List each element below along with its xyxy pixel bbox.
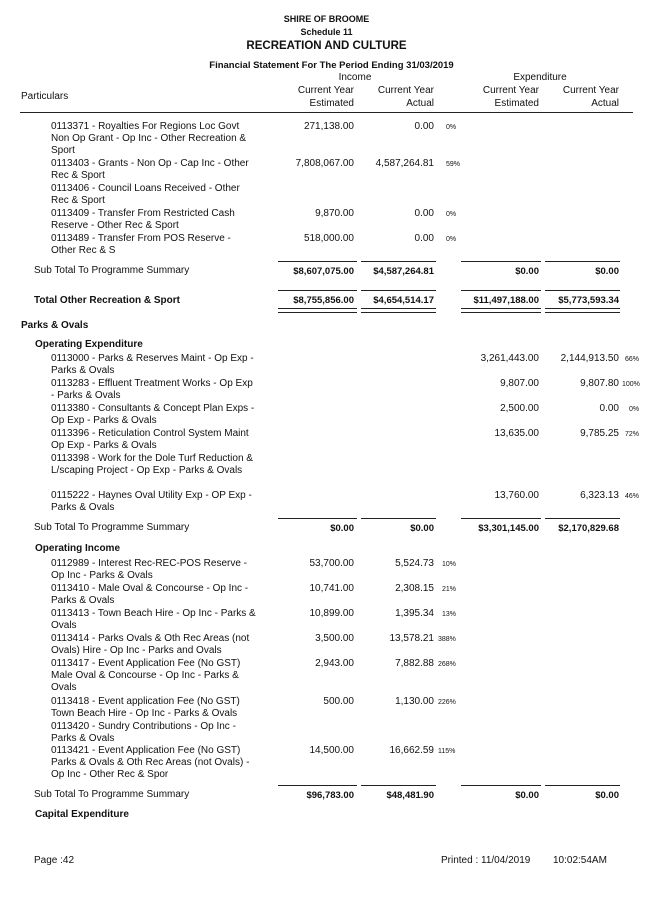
expenditure-estimated: 9,807.00	[500, 378, 539, 389]
total-double-rule	[545, 308, 620, 313]
subtotal-income-actual: $48,481.90	[386, 790, 434, 801]
income-estimated: 14,500.00	[309, 745, 354, 756]
subtotal-rule	[461, 785, 541, 786]
income-estimated: 10,741.00	[309, 583, 354, 594]
subtotal-rule	[278, 785, 357, 786]
income-actual: 1,395.34	[395, 608, 434, 619]
row-particular: 0113398 - Work for the Dole Turf Reduction & L/scaping Project - Op Exp - Parks & Ovals	[51, 453, 253, 476]
row-particular: 0113283 - Effluent Treatment Works - Op Exp - Parks & Ovals	[51, 378, 253, 401]
income-percent: 10%	[442, 561, 457, 568]
expenditure-actual: 2,144,913.50	[560, 353, 619, 364]
expenditure-estimated: 13,760.00	[494, 490, 539, 501]
header-divider	[20, 112, 633, 113]
total-expenditure-estimated: $11,497,188.00	[473, 295, 539, 306]
subtotal-expenditure-actual: $0.00	[595, 790, 619, 801]
subsection-operating-expenditure: Operating Expenditure	[35, 339, 143, 350]
expenditure-actual-header: Current Year Actual	[562, 85, 619, 109]
income-actual: 0.00	[414, 208, 434, 219]
total-income-estimated: $8,755,856.00	[293, 295, 354, 306]
income-percent: 21%	[442, 586, 457, 593]
total-expenditure-actual: $5,773,593.34	[558, 295, 619, 306]
row-particular: 0113421 - Event Application Fee (No GST) Parks & Ovals & Oth Rec Areas (not Ovals) - Op Inc - Other Rec & Spor	[51, 745, 250, 780]
row-particular: 0113403 - Grants - Non Op - Cap Inc - Other Rec & Sport	[51, 158, 249, 181]
total-rule	[545, 290, 620, 291]
row-particular: 0113420 - Sundry Contributions - Op Inc - Parks & Ovals	[51, 721, 236, 744]
income-estimated: 518,000.00	[303, 233, 354, 244]
income-actual: 7,882.88	[395, 658, 434, 669]
subtotal-rule	[361, 261, 436, 262]
row-particular: 0112989 - Interest Rec-REC-POS Reserve - Op Inc - Parks & Ovals	[51, 558, 248, 581]
subtotal-rule	[545, 785, 620, 786]
income-percent: 115%	[438, 748, 456, 755]
row-particular: 0113417 - Event Application Fee (No GST) Male Oval & Concourse - Op Inc - Parks & Ovals	[51, 658, 241, 693]
subtotal-income-estimated: $96,783.00	[306, 790, 354, 801]
subtotal-rule	[461, 261, 541, 262]
row-particular: 0113414 - Parks Ovals & Oth Rec Areas (not Ovals) Hire - Op Inc - Parks and Ovals	[51, 633, 250, 656]
statement-period: Financial Statement For The Period Ending 31/03/2019	[209, 60, 454, 71]
income-percent: 388%	[438, 636, 456, 643]
total-rule	[461, 290, 541, 291]
subsection-capital-expenditure: Capital Expenditure	[35, 809, 129, 820]
subtotal-label: Sub Total To Programme Summary	[34, 265, 190, 276]
subtotal-expenditure-actual: $0.00	[595, 266, 619, 277]
total-rule	[278, 290, 357, 291]
subtotal-expenditure-estimated: $0.00	[515, 266, 539, 277]
income-estimated: 271,138.00	[303, 121, 354, 132]
subtotal-rule	[545, 261, 620, 262]
total-double-rule	[461, 308, 541, 313]
income-estimated: 53,700.00	[309, 558, 354, 569]
expenditure-actual: 6,323.13	[580, 490, 619, 501]
expenditure-percent: 66%	[625, 356, 640, 363]
income-percent: 226%	[438, 699, 456, 706]
income-group-header: Income	[338, 72, 372, 83]
expenditure-percent: 0%	[629, 406, 640, 413]
row-particular: 0113396 - Reticulation Control System Maint Op Exp - Parks & Ovals	[51, 428, 249, 451]
income-estimated: 3,500.00	[315, 633, 354, 644]
subtotal-rule	[278, 518, 357, 519]
income-actual: 2,308.15	[395, 583, 434, 594]
expenditure-estimated: 2,500.00	[500, 403, 539, 414]
printed-time: 10:02:54AM	[553, 855, 607, 866]
income-percent: 59%	[446, 161, 461, 168]
income-estimated: 500.00	[323, 696, 354, 707]
income-percent: 0%	[446, 211, 457, 218]
row-particular: 0113413 - Town Beach Hire - Op Inc - Parks & Ovals	[51, 608, 256, 631]
shire-name: SHIRE OF BROOME	[283, 14, 370, 24]
subtotal-rule	[361, 785, 436, 786]
income-estimated-header: Current Year Estimated	[297, 85, 354, 109]
row-particular: 0113371 - Royalties For Regions Loc Govt Non Op Grant - Op Inc - Other Recreation & Sport	[51, 121, 247, 156]
income-actual: 1,130.00	[395, 696, 434, 707]
income-estimated: 7,808,067.00	[295, 158, 354, 169]
subtotal-rule	[278, 261, 357, 262]
income-actual-header: Current Year Actual	[377, 85, 434, 109]
expenditure-group-header: Expenditure	[513, 72, 567, 83]
row-particular: 0113409 - Transfer From Restricted Cash Reserve - Other Rec & Sport	[51, 208, 235, 231]
particulars-header: Particulars	[21, 91, 69, 102]
income-percent: 268%	[438, 661, 456, 668]
income-actual: 4,587,264.81	[375, 158, 434, 169]
subtotal-rule	[461, 518, 541, 519]
expenditure-actual: 9,807.80	[580, 378, 619, 389]
income-actual: 0.00	[414, 121, 434, 132]
subtotal-expenditure-actual: $2,170,829.68	[558, 523, 619, 534]
income-percent: 0%	[446, 236, 457, 243]
subtotal-income-estimated: $0.00	[330, 523, 354, 534]
subtotal-expenditure-estimated: $0.00	[515, 790, 539, 801]
subtotal-rule	[545, 518, 620, 519]
expenditure-estimated: 3,261,443.00	[480, 353, 539, 364]
subtotal-income-actual: $4,587,264.81	[373, 266, 434, 277]
subtotal-income-estimated: $8,607,075.00	[293, 266, 354, 277]
income-estimated: 2,943.00	[315, 658, 354, 669]
total-label: Total Other Recreation & Sport	[34, 295, 180, 306]
expenditure-percent: 72%	[625, 431, 640, 438]
subtotal-expenditure-estimated: $3,301,145.00	[478, 523, 539, 534]
row-particular: 0113410 - Male Oval & Concourse - Op Inc - Parks & Ovals	[51, 583, 249, 606]
total-income-actual: $4,654,514.17	[373, 295, 434, 306]
income-estimated: 10,899.00	[309, 608, 354, 619]
total-rule	[361, 290, 436, 291]
printed-date: Printed : 11/04/2019	[441, 855, 531, 866]
income-actual: 0.00	[414, 233, 434, 244]
expenditure-percent: 46%	[625, 493, 640, 500]
income-actual: 13,578.21	[389, 633, 434, 644]
row-particular: 0113000 - Parks & Reserves Maint - Op Exp - Parks & Ovals	[51, 353, 254, 376]
expenditure-estimated-header: Current Year Estimated	[482, 85, 539, 109]
income-percent: 0%	[446, 124, 457, 131]
subtotal-label: Sub Total To Programme Summary	[34, 522, 190, 533]
subtotal-label: Sub Total To Programme Summary	[34, 789, 190, 800]
income-estimated: 9,870.00	[315, 208, 354, 219]
expenditure-actual: 9,785.25	[580, 428, 619, 439]
row-particular: 0113418 - Event application Fee (No GST) Town Beach Hire - Op Inc - Parks & Ovals	[51, 696, 240, 719]
expenditure-estimated: 13,635.00	[494, 428, 539, 439]
income-percent: 13%	[442, 611, 457, 618]
row-particular: 0115222 - Haynes Oval Utility Exp - OP Exp - Parks & Ovals	[51, 490, 252, 513]
subtotal-income-actual: $0.00	[410, 523, 434, 534]
income-actual: 5,524.73	[395, 558, 434, 569]
schedule-number: Schedule 11	[300, 27, 353, 37]
subtotal-rule	[361, 518, 436, 519]
row-particular: 0113406 - Council Loans Received - Other Rec & Sport	[51, 183, 240, 206]
expenditure-actual: 0.00	[599, 403, 619, 414]
row-particular: 0113489 - Transfer From POS Reserve - Other Rec & S	[51, 233, 231, 256]
report-title: RECREATION AND CULTURE	[246, 40, 407, 52]
section-heading-parks: Parks & Ovals	[21, 320, 89, 331]
expenditure-percent: 100%	[622, 381, 640, 388]
total-double-rule	[278, 308, 357, 313]
total-double-rule	[361, 308, 436, 313]
subsection-operating-income: Operating Income	[35, 543, 121, 554]
income-actual: 16,662.59	[389, 745, 434, 756]
row-particular: 0113380 - Consultants & Concept Plan Exps - Op Exp - Parks & Ovals	[51, 403, 255, 426]
page-number: Page :42	[34, 855, 75, 866]
